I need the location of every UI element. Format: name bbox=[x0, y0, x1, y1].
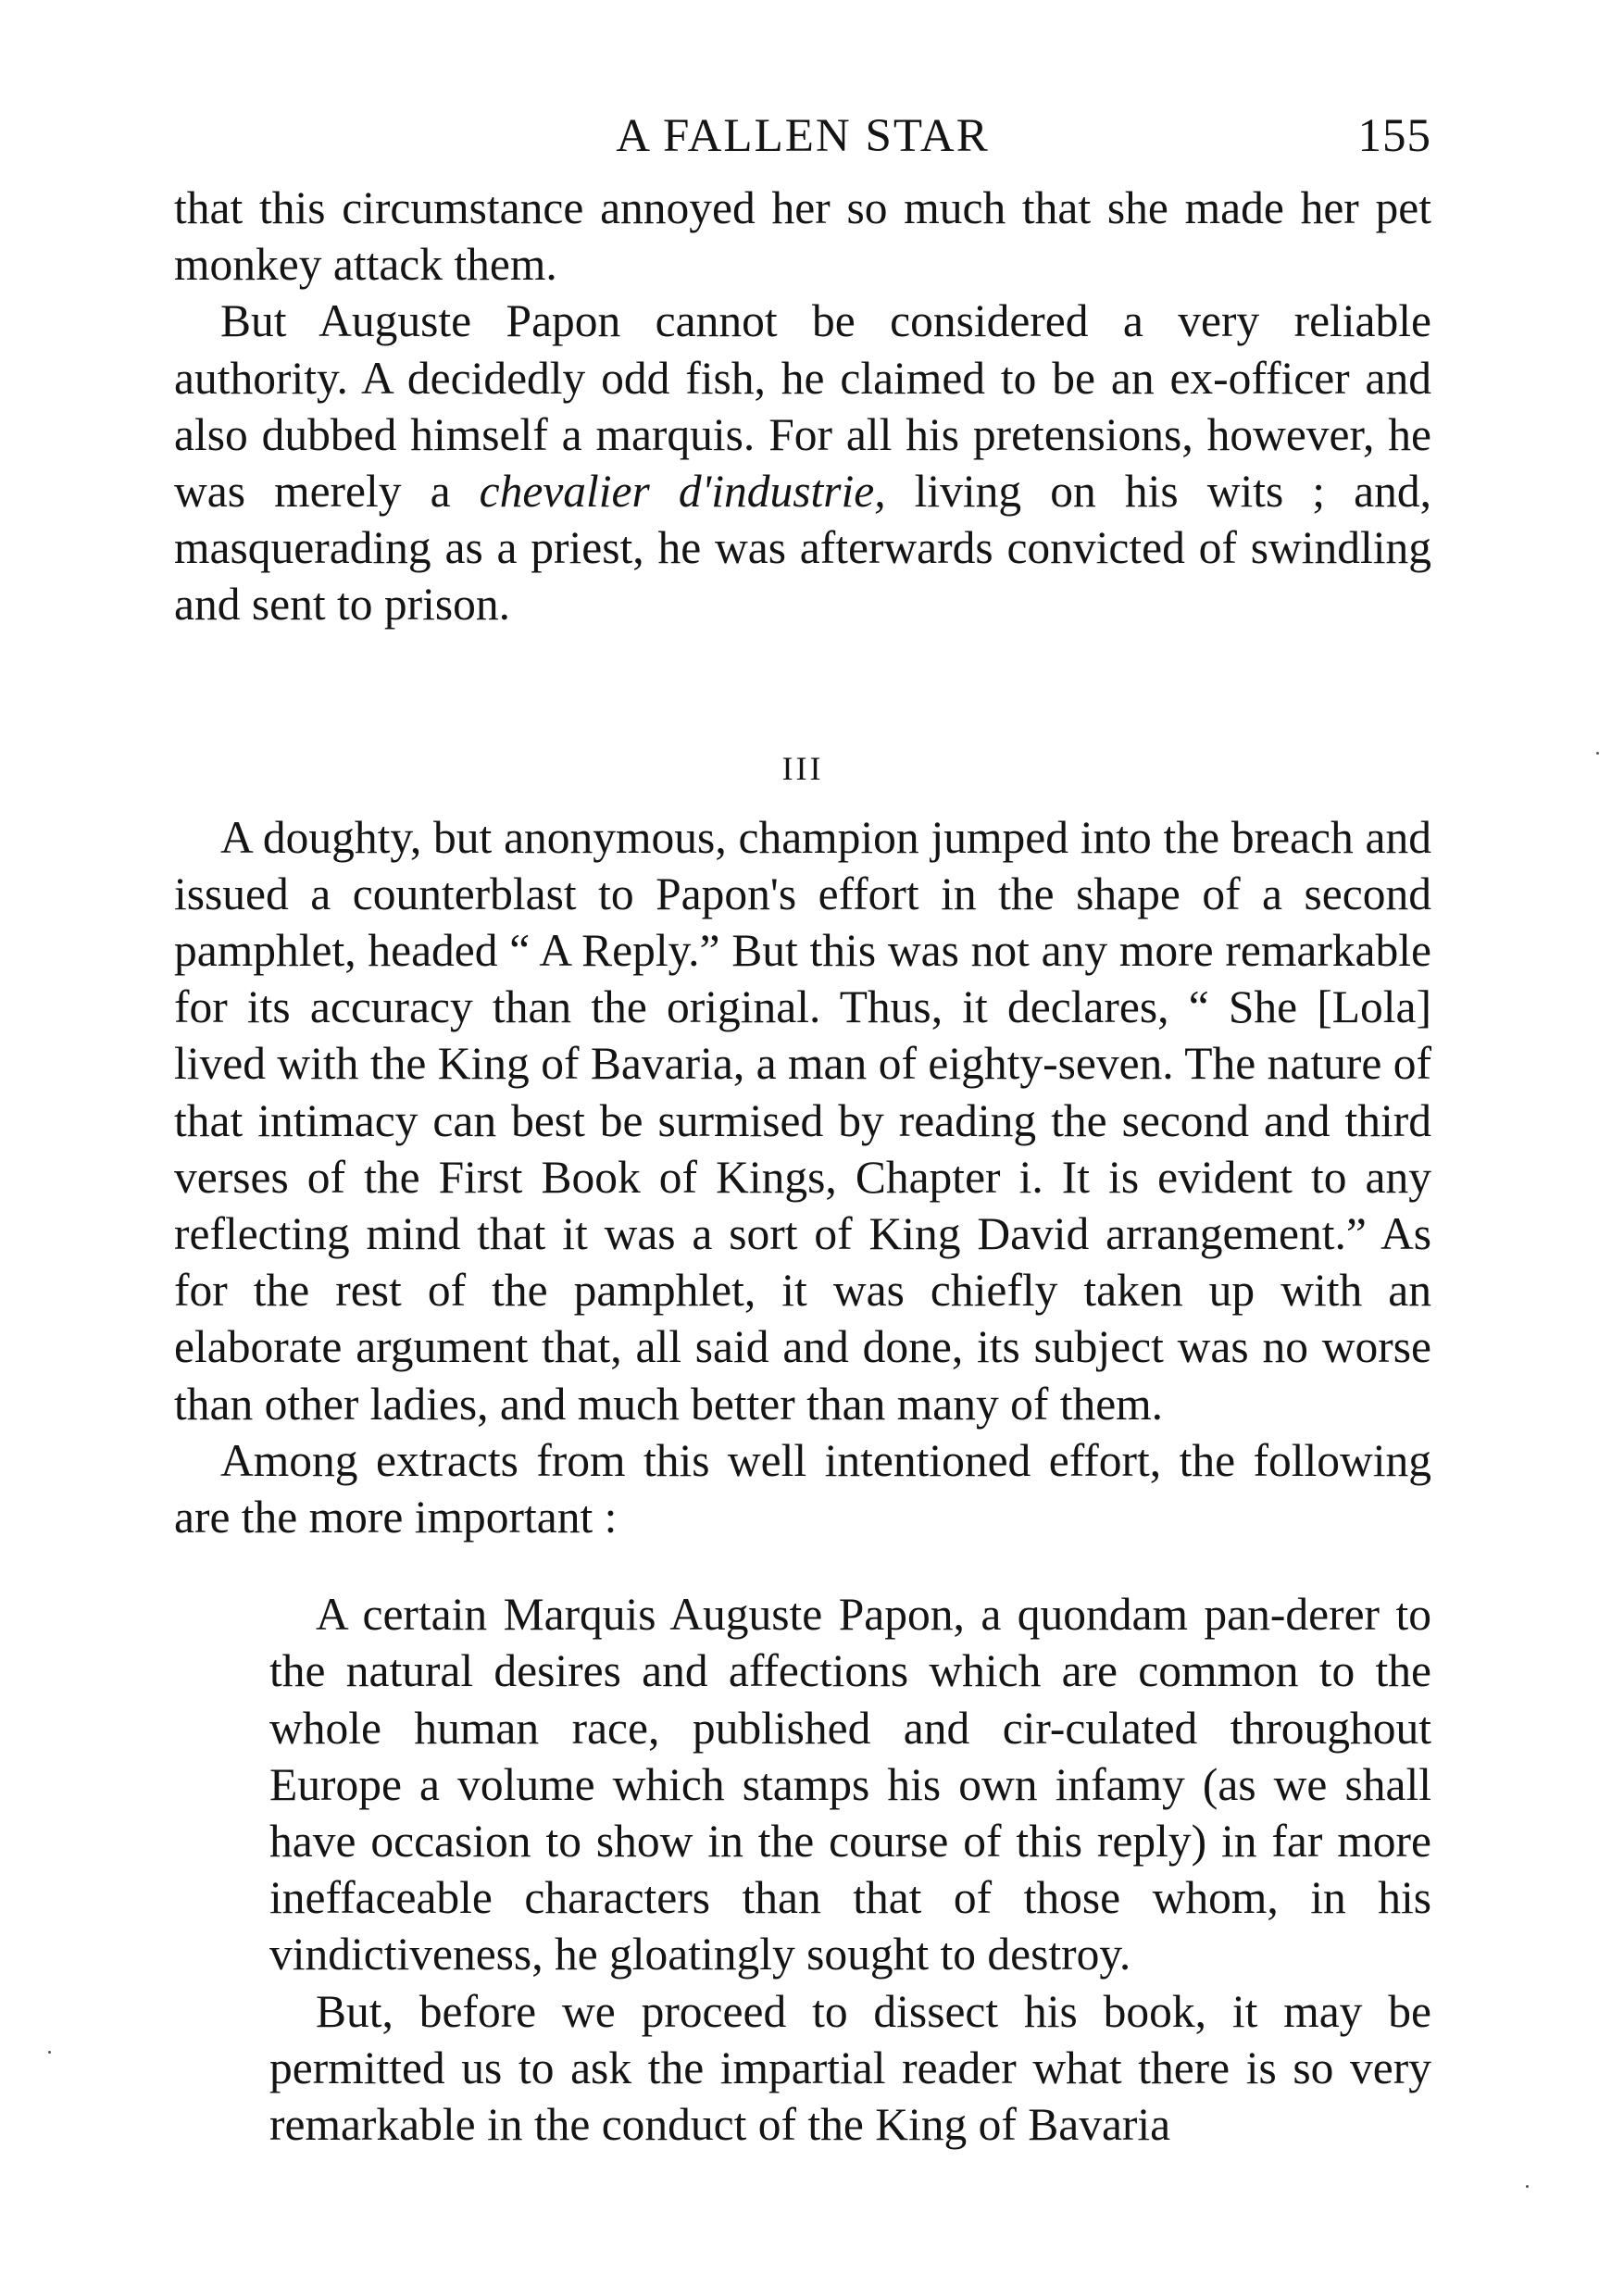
paper-speck bbox=[48, 2051, 51, 2054]
page-number: 155 bbox=[1357, 110, 1431, 162]
italic-phrase: chevalier d'industrie, bbox=[479, 466, 886, 518]
block-quote bbox=[269, 1586, 1431, 2153]
paragraph-text: But Auguste Papon cannot be considered a very reliable authority. A decidedly odd fish, he claimed to be an ex-officer and also dubbed himself a marquis. For all his pretensions, however, he was merely a bbox=[174, 295, 1431, 518]
running-title: A FALLEN STAR bbox=[616, 110, 990, 162]
quote-paragraph: But, before we proceed to dissect his book, it may be permitted us to ask the impartial reader what there is so very remarkable in the conduct of the King of Bavaria bbox=[269, 1985, 1431, 2151]
paragraph-reply-pamphlet: A doughty, but anonymous, champion jumped into the breach and issued a counterblast to Papon's effort in the shape of a second pamphlet, headed “ A Reply.” But this was not any more remarkable for its accuracy than the original. Thus, it declares, “ She [Lola] lived with the King of Bavaria, a man of eighty-seven. The nature of that intimacy can best be surmised by reading the second and third verses of the First Book of Kings, Chapter i. It is evident to any reflecting mind that it was a sort of King David arrangement.” As for the rest of the pamphlet, it was chiefly taken up with an elaborate argument that, all said and done, its subject was no worse than other ladies, and much better than many of them. bbox=[174, 811, 1431, 1430]
body-text bbox=[174, 180, 1431, 2153]
paper-speck bbox=[1526, 2185, 1529, 2188]
paragraph-continuation: that this circumstance annoyed her so much that she made her pet monkey attack them. bbox=[174, 182, 1431, 291]
paper-speck bbox=[1596, 752, 1599, 755]
section-number: III bbox=[781, 749, 824, 787]
paragraph-papon-authority bbox=[174, 293, 1431, 632]
paragraph-extracts-intro: Among extracts from this well intentioned effort, the following are the more important : bbox=[174, 1434, 1431, 1543]
running-head bbox=[174, 104, 1431, 169]
quote-paragraph: A certain Marquis Auguste Papon, a quondam pan-derer to the natural desires and affections which are common to the whole human race, published and cir-culated throughout Europe a volume which stamps his own infamy (as we shall have occasion to show in the course of this reply) in far more ineffaceable characters than that of those whom, in his vindictiveness, he gloatingly sought to destroy. bbox=[269, 1589, 1431, 1980]
paragraph-text: living on his wits ; and, masquerading as a priest, he was afterwards convicted of swindling and sent to prison. bbox=[174, 466, 1431, 631]
